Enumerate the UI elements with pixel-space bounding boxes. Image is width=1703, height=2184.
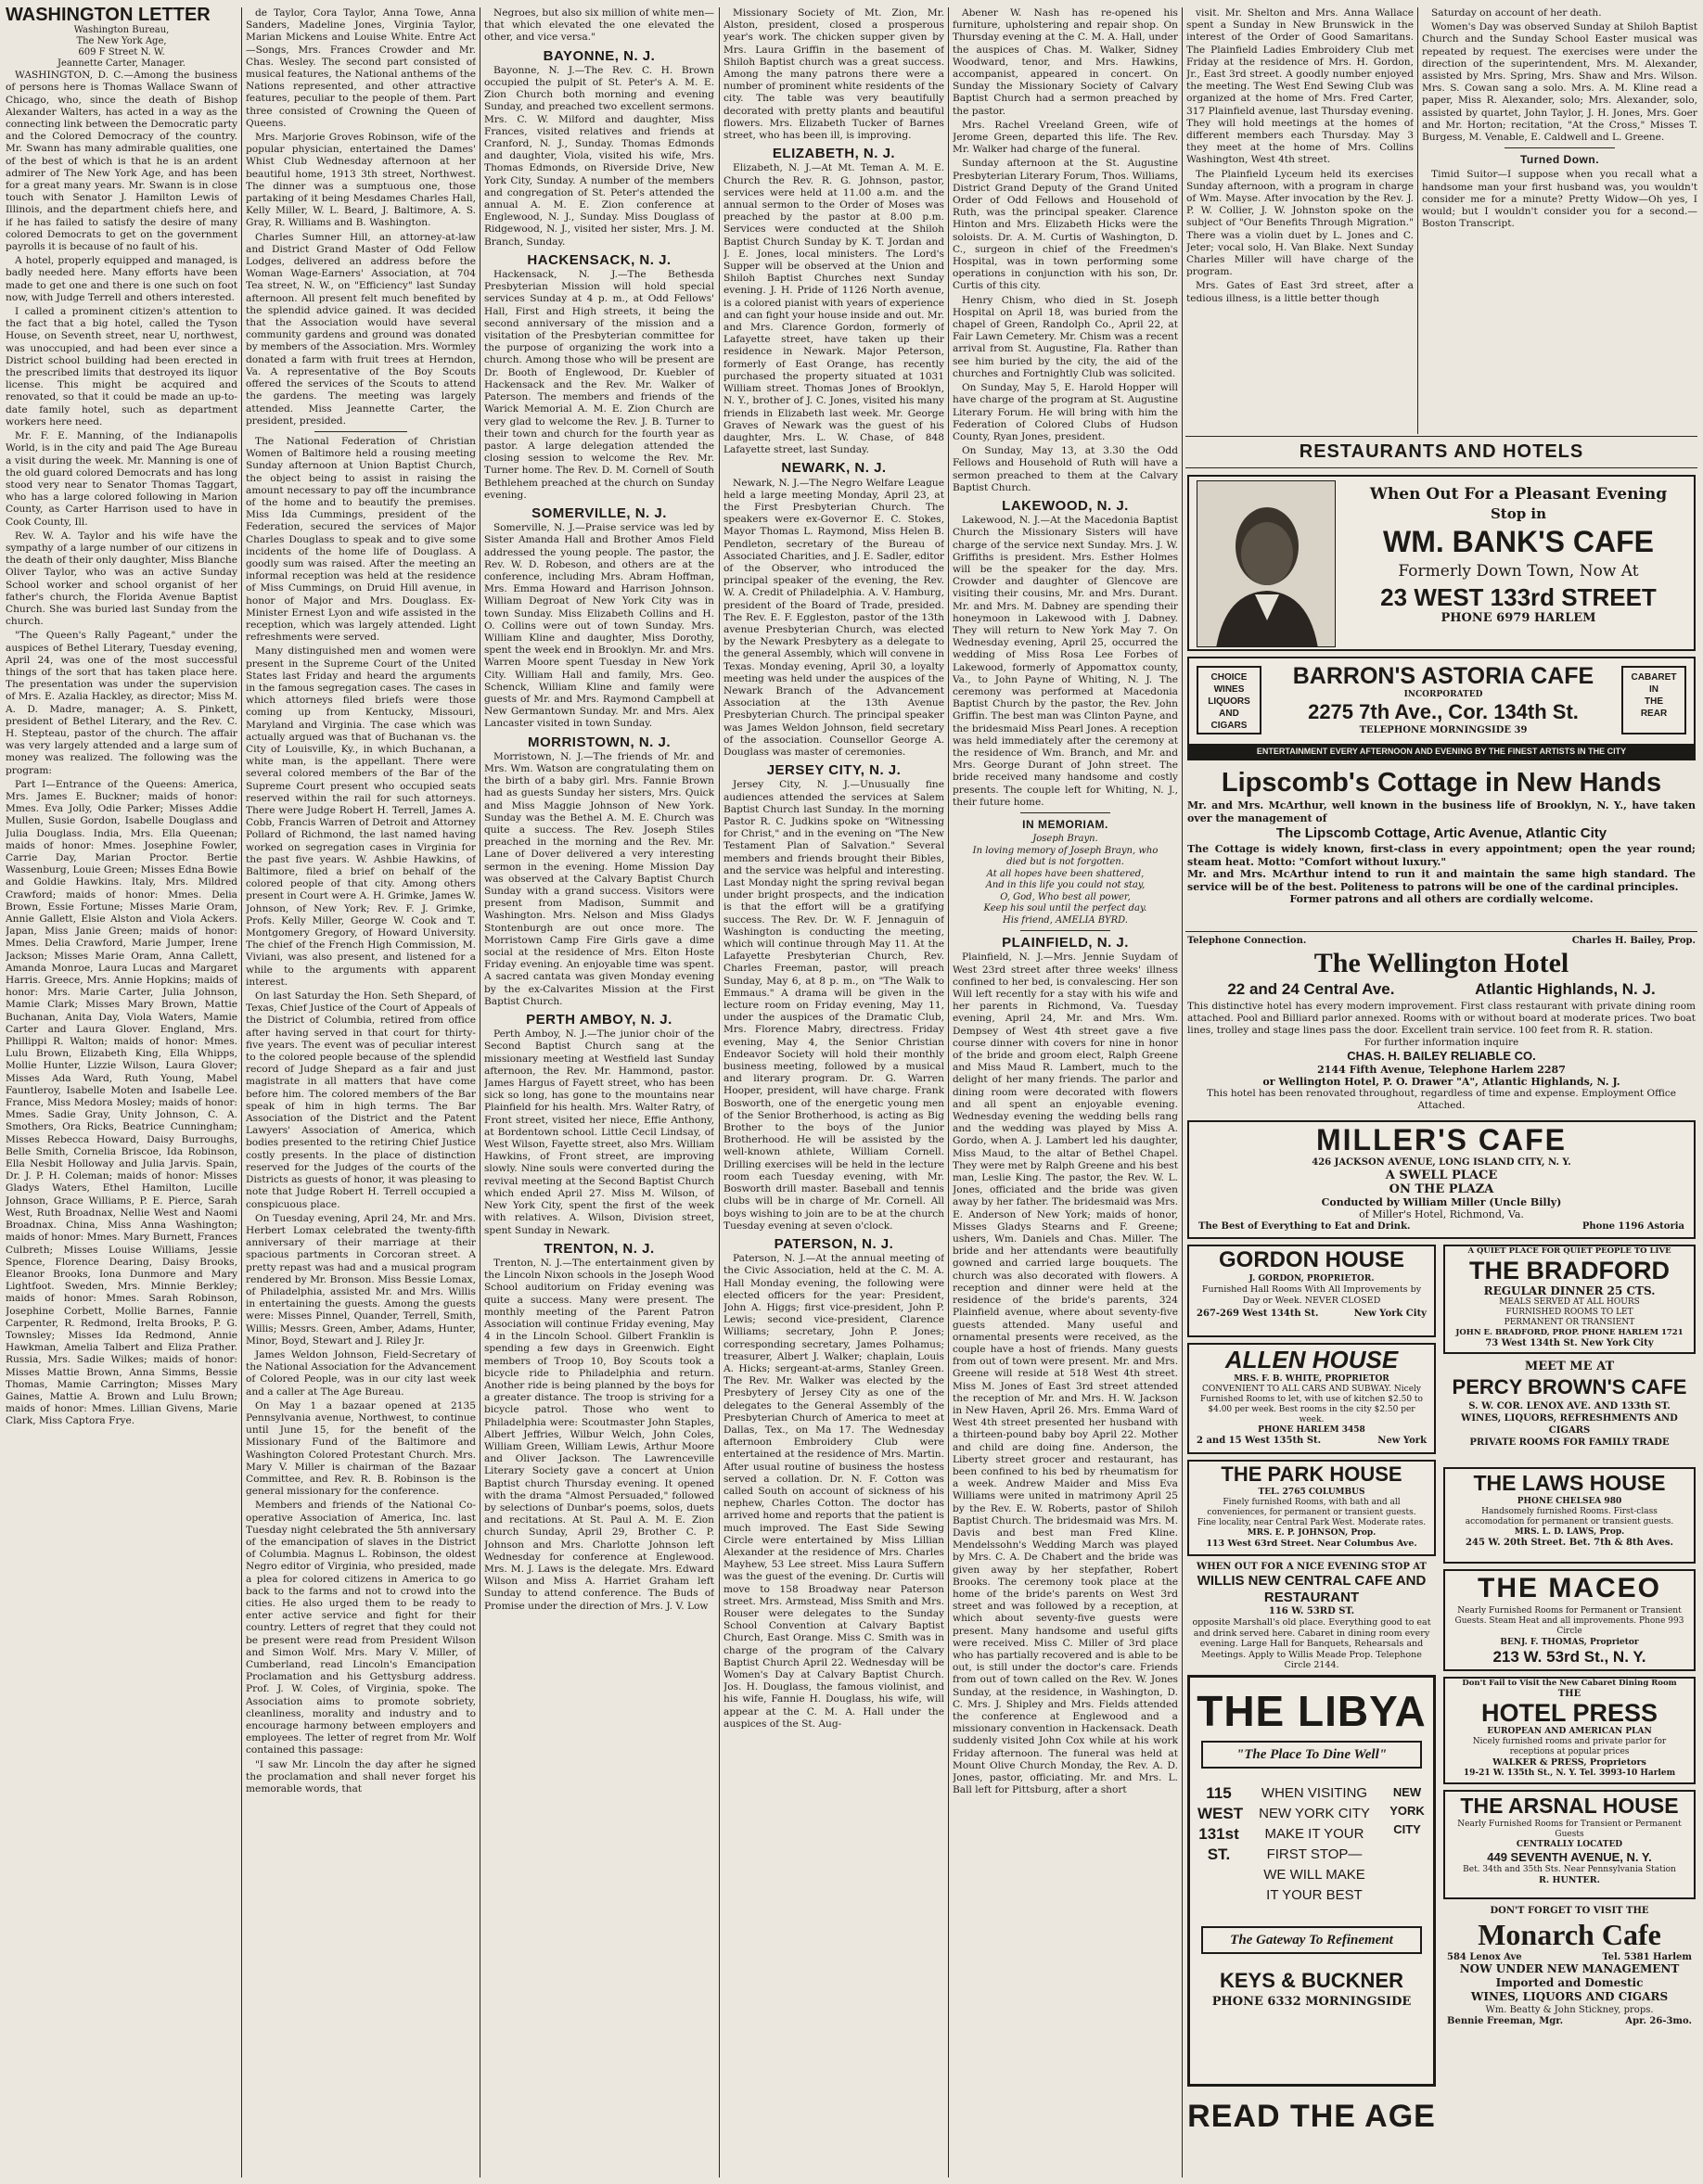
article-paragraph: I called a prominent citizen's attention to the fact that a big hotel, called the Tyson House, on Seventh street, near U, northwest, was unoccupied, and had been ever since a District school building had been erected in the prescribed limits that destroyed its liquor license. This might be acquired and renovated, so that it could be made an up-to-date family hotel, such as department workers here need. [6,306,237,428]
monarch-name: Monarch Cafe [1478,1918,1661,1951]
article-paragraph: Mrs. Marjorie Groves Robinson, wife of the popular physician, entertained the Dames' Whist Club Wednesday afternoon at her beautiful home, 1913 3th street, Northwest. The dinner was a sumptuous one, those partaking of it being Mesdames Charles Hall, Kelly Miller, W. L. Beard, J. Baltimore, A. S. Gray, R. Williams and B. Washington. [246,132,476,229]
article-paragraph: Trenton, N. J.—The entertainment given by the Lincoln Nixon schools in the Joseph Wood School auditorium on Friday evening was quite a success. Many were present. The monthly meeting of the Parent Patron Association will continue Friday evening, May 4 in the Lincoln School. Gilbert Franklin is spending a few days in Greenwich. Eight members of Troop 10, Boy Scouts took a bicycle ride to Philadelphia and return. Another ride is being planned by the boys for a greater distance. The troop is striving for a bicycle patrol. Those who went to Philadelphia were: Scoutmaster John Staples, Albert Jeffries, Wilbur Welch, John Coles, William Green, William Lewis, Arthur Moore and Oliver Jackson. The Lawrenceville Literary Society gave a concert at Union Baptist church Thursday evening. It opened with the drama "Almost Persuaded," followed by selections of Dunbar's poems, solos, duets and recitations. At St. Paul A. M. E. Zion church Sunday, April 29, Brother C. P. Johnson and Mrs. Charlotte Johnson left Wednesday for conference at Englewood. Mrs. M. J. Laws is the delegate. Mrs. Edward Wilson and Miss A. Harriet Graham left Sunday to attend conference. The Buds of Promise under the direction of Mrs. J. V. Low [484,1257,714,1612]
column-rule [241,7,242,2178]
column-rule [1182,7,1183,2178]
article-paragraph: Jersey City, N. J.—Unusually fine audiences attended the services at Salem Baptist Church last Sunday. In the morning Pastor R. C. Judkins spoke on "Witnessing for Christ," and in the evening on "The New Testament Plan of Salvation." Several members and friends brought their Bibles, and the service was helpful and interesting. Last Monday night the spring revival began under bright prospects, and the indication is that the effort will be a gratifying success. The Rev. Dr. W. F. Jennaguin of Washington is conducting the meeting, which will continue through May 11. At the Lafayette Presbyterian Church, Rev. Charles Freeman, pastor, will preach Sunday, May 6, at 8 p. m., on "The Walk to Emmaus." A drama will be given in the lecture room on Friday evening, May 11, under the auspices of the Dramatic Club, Mrs. Florence Mabry, directress. Friday evening, May 4, the Senior Christian Endeavor Society will hold their monthly business meeting, followed by a musical and literary program. Dr. G. Warren Hooper, president, will have charge. Frank Bosworth, one of the energetic young men of the Senior Brotherhood, is acting as Big Brother to the boys of the Junior Brotherhood. He will be assisted by the well-known athlete, William Cornell. Drilling exercises will be held in the lecture room each Tuesday evening, with Mr. Bosworth drill master. Baseball and tennis clubs will be in charge of Mr. Cornell. All boys wishing to join are to be at the church Tuesday evening at seven o'clock. [723,779,944,1232]
article-paragraph: Sunday afternoon at the St. Augustine Presbyterian Literary Forum, Thos. Williams, District Grand Deputy of the Grand United Order of Odd Fellows and Household of Ruth, was the principal speaker. Clarence Hinton and Mrs. Elizabeth Hicks were the soloists. Dr. A. M. Curtis of Washington, D. C., surgeon in chief of the Freedmen's Hospital, was in town performing some operations in conjunction with his son, Dr. Curtis of this city. [953,158,1178,292]
section-heading: BAYONNE, N. J. [543,47,656,64]
ad-hotel-press: Don't Fail to Visit the New Cabaret Dining Room THE HOTEL PRESS EUROPEAN AND AMERICAN PLAN Nicely furnished rooms and private parlor for receptions at popular prices WALKER & PRESS, Proprietors 19-21 W. 135th St., N. Y. Tel. 3993-10 Harlem [1443,1677,1696,1784]
barrons-right-box: CABARET IN THE REAR [1621,666,1686,734]
divider [1020,930,1110,931]
article-paragraph: Mr. F. E. Manning, of the Indianapolis World, is in the city and paid The Age Bureau a visit during the week. Mr. Manning is one of the old guard colored Democrats and has long stood very near to Senator Thomas Taggart, who has a large colored following in Marion County, as Carter Harrison used to have in Cook County, Ill. [6,430,237,528]
park-name: THE PARK HOUSE [1221,1462,1402,1486]
article-paragraph: On Tuesday evening, April 24, Mr. and Mrs. Herbert Lomax celebrated the twenty-fifth anniversary of their marriage at their spacious partments in Corcoran street. A pretty repast was had and a musical program rendered by Mr. Bronson. Miss Bessie Lomax, of Philadelphia, assisted Mr. and Mrs. Willis in entertaining the guests. Among the guests were: Misses Pinnel, Quander, Terrell, Smith, Willis; Messrs. Green, Amber, Adams, Hunter, Minor, Boyd, Stewart and J. Riley Jr. [246,1212,476,1347]
ad-wellington-hotel: Telephone Connection. Charles H. Bailey, Prop. The Wellington Hotel 22 and 24 Central Ave. Atlantic Highlands, N. J. This distinctive hotel has every modern improvement. First class restaurant with private dining room attached. Pool and Billiard parlor annexed. Rooms with or without board at moderate prices. Two boat lines, trolley and stage lines pass the door. Excellent train service. 100 feet from R. R. station. For further information inquire CHAS. H. BAILEY RELIABLE CO. 2144 Fifth Avenue, Telephone Harlem 2287 or Wellington Hotel, P. O. Drawer "A", Atlantic Highlands, N. J. This hotel has been renovated throughout, regardless of time and expense. Employment Office Attached. [1187,936,1696,1111]
article-paragraph: Abener W. Nash has re-opened his furniture, upholstering and repair shop. On Thursday evening at the C. M. A. Hall, under the auspices of Chas. M. Walker, Sidney Woodward, tenor, and Mrs. Hawkins, accompanist, appeared in concert. On Sunday the Missionary Society of Calvary Baptist Church had a sermon preached by the pastor. [953,7,1178,117]
divider [1185,931,1697,932]
section-heading: SOMERVILLE, N. J. [531,504,667,521]
section-heading: PATERSON, N. J. [774,1235,894,1252]
laws-name: THE LAWS HOUSE [1473,1471,1666,1495]
wellington-name: The Wellington Hotel [1313,948,1569,978]
article-paragraph: Bayonne, N. J.—The Rev. C. H. Brown occupied the pulpit of St. Peter's A. M. E. Zion Church both morning and evening Sunday, and preached two excellent sermons. Mrs. C. W. Milford and daughter, Miss Frances, visited relatives and friends at Cranford, N. J., Sunday. Thomas Edmonds and daughter, Viola, visited his wife, Mrs. Thomas Edmonds, on Riverside Drive, New York City, Sunday. A number of the members and congregation of St. Peter's attended the annual A. M. E. Zion conference at Englewood, N. J., Sunday. Miss Douglass of Ridgewood, N. J., visited her sister, Mrs. J. M. Branch, Sunday. [484,64,714,248]
byline: Washington Bureau, The New York Age, 609 F Street N. W. Jeannette Carter, Manager. [58,25,186,70]
article-paragraph: Hackensack, N. J.—The Bethesda Presbyterian Mission will hold special services Sunday at 4 p. m., at Odd Fellows' Hall, First and High streets, it being the second anniversary of the mission and a visitation of the Presbyterian committee for the purpose of organizing the work into a church. Among those who will be present are Dr. Booth of Englewood, Dr. Kuebler of Hackensack and the Rev. Mr. Walker of Paterson. The members and friends of the Warick Memorial A. M. E. Zion Church are very glad to welcome the Rev. J. B. Turner to their town and church for the fourth year as pastor. A large delegation attended the closing session to welcome the Rev. Mr. Turner home. The Rev. D. M. Cornell of South Bethlehem preached at the church on Sunday evening. [484,269,714,501]
ad-the-laws-house: THE LAWS HOUSE PHONE CHELSEA 980 Handsomely furnished Rooms. First-class accomodation for permanent or transient guests. MRS. L. D. LAWS, Prop. 245 W. 20th Street. Bet. 7th & 8th Aves. [1443,1467,1696,1564]
article-paragraph: A hotel, properly equipped and managed, is badly needed here. Many efforts have been made to get one and there is one such on foot now, with Judge Terrell and others interested. [6,255,237,303]
bradford-name: THE BRADFORD [1469,1257,1670,1284]
article-paragraph: Somerville, N. J.—Praise service was led by Sister Amanda Hall and Brother Amos Field addressed the young people. The pastor, the Rev. W. D. Robeson, and others are at the conference, including Mrs. Abram Hoffman, Mrs. Emma Howard and Harrison Johnson. William Degroat of New York City was in town Sunday. Miss Elizabeth Collins and H. O. Collins were out of town Sunday. Mrs. William Kline and daughter, Miss Dorothy, spent the week end in Brooklyn. Mr. and Mrs. Warren Moore spent Tuesday in New York City. William Hall and family, Mrs. Geo. Schenck, William Kline and family were guests of Mr. and Mrs. Raymond Campbell at New Germantown Sunday. Mr. and Mrs. Alex Lancaster visited in town Sunday. [484,522,714,730]
willis-name: WILLIS NEW CENTRAL CAFE AND RESTAURANT [1197,1573,1427,1605]
arsnal-name: THE ARSNAL HOUSE [1460,1794,1679,1818]
libya-name: THE LIBYA [1197,1687,1427,1735]
article-paragraph: Rev. W. A. Taylor and his wife have the sympathy of a large number of our citizens in the death of their only daughter, Miss Blanche Oliver Taylor, who was an active Sunday School worker and school organist of her father's church, the Florida Avenue Baptist Church. She was buried last Sunday from the church. [6,530,237,628]
section-heading: JERSEY CITY, N. J. [766,762,902,779]
washington-letter-masthead: WASHINGTON LETTER [6,7,211,25]
section-heading: Turned Down. [1519,153,1600,167]
section-heading: PLAINFIELD, N. J. [1002,935,1129,952]
divider [1505,147,1615,148]
article-paragraph: Mrs. Rachel Vreeland Green, wife of Jerome Green, departed this life. The Rev. Mr. Walker had charge of the funeral. [953,119,1178,156]
ad-allen-house: ALLEN HOUSE MRS. F. B. WHITE, PROPRIETOR CONVENIENT TO ALL CARS AND SUBWAY. Nicely Furnished Rooms to let, with use of kitchen $2.50 to $4.00 per week. Best rooms in the city $2.50 per week. PHONE HARLEM 3458 2 and 15 West 135th St. New York [1187,1343,1436,1454]
libya-address-box: 115 WEST 131st ST. [1197,1784,1244,1863]
column-3 [484,7,714,2178]
divider [1185,436,1697,437]
article-paragraph: On last Saturday the Hon. Seth Shepard, of Texas, Chief Justice of the Court of Appeals of the District of Columbia, retired from office after having served in that court for thirty-five years. The event was of peculiar interest to the colored people because of the splendid record of Judge Shepard as a fair and just magistrate in all matters that have come before him. The colored members of the Bar speak of him in high terms. The Bar Association of the District and the Patent Lawyers' Association of America, which bodies presented to the retiring Chief Justice costly presents. In the place of distinction reserved for the Judges of the courts of the Districts as guests of honor, it was pleasing to note that Judge Robert H. Terrell occupied a conspicuous place. [246,990,476,1210]
column-4 [723,7,944,2178]
article-paragraph: Henry Chism, who died in St. Joseph Hospital on April 18, was buried from the chapel of Green, Randolph Co., April 22, at Fair Lawn Cemetery. Mr. Chism was a recent arrival from St. Augustine, Fla. Rather than see him buried by the city, the aid of the churches and Fortnightly Club was solicited. [953,294,1178,379]
column-1 [6,7,237,2178]
read-the-age: READ THE AGE [1187,2099,1436,2134]
restaurants-hotels-heading: RESTAURANTS AND HOTELS [1299,441,1584,462]
section-heading: NEWARK, N. J. [781,460,887,477]
divider [1185,467,1697,468]
ad-percy-browns-cafe: MEET ME AT PERCY BROWN'S CAFE S. W. COR. LENOX AVE. AND 133th ST. WINES, LIQUORS, REFRESHMENTS AND CIGARS PRIVATE ROOMS FOR FAMILY TRADE [1443,1360,1696,1462]
libya-city-box: NEW YORK CITY [1389,1785,1425,1836]
article-paragraph: Missionary Society of Mt. Zion, Mr. Alston, president, closed a prosperous year's work. The chicken supper given by Mrs. Laura Griffin in the basement of Shiloh Baptist church was a great success. Among the many patrons there were a number of prominent white residents of the city. The table was very beautifully decorated with pretty plants and beautiful flowers. Mrs. Elizabeth Tucker of Barnes street, who has been ill, is improving. [723,7,944,142]
ad-lipscomb-cottage: Lipscomb's Cottage in New Hands Mr. and Mrs. McArthur, well known in the business life of Brooklyn, N. Y., have taken over the management of The Lipscomb Cottage, Artic Avenue, Atlantic City The Cottage is widely known, first-class in every appointment; open the year round; steam heat. Motto: "Comfort without luxury." Mr. and Mrs. McArthur intend to run it and maintain the same high standard. The service will be of the best. Politeness to patrons will be one of the cardinal principles. Former patrons and all others are cordially welcome. [1187,768,1696,905]
article-paragraph: "The Queen's Rally Pageant," under the auspices of Bethel Literary, Tuesday evening, April 24, was one of the most successful things of the sort that has taken place here. The presentation was under the supervision of Mrs. E. Azalia Hackley, as director; Miss M. A. D. Madre, manager; A. S. Pinkett, president of Bethel Literary, and the Rev. C. H. Stepteau, pastor of the church. The affair was very largely attended and a large sum of money was realized. The following was the program: [6,630,237,776]
article-paragraph: James Weldon Johnson, Field-Secretary of the National Association for the Advancement of Colored People, was in our city last week and a caller at The Age Bureau. [246,1348,476,1398]
percy-name: PERCY BROWN'S CAFE [1452,1375,1687,1399]
section-heading: ELIZABETH, N. J. [772,146,896,162]
maceo-name: THE MACEO [1478,1573,1661,1603]
article-paragraph: Charles Sumner Hill, an attorney-at-law and District Grand Master of Odd Fellow Lodges, delivered an address before the Woman Wage-Earners' Association, at 704 Tea street, N. W., on "Efficiency" last Sunday afternoon. All present felt much benefited by the splendid advice gained. It was decided that the Association would have several community gardens and ground was donated by members of the Association. Mrs. Wormley donated a farm with fruit trees at Herndon, Va. A representative of the Boy Scouts offered the services of the Scouts to attend the gardens. The meeting was largely attended. Miss Jeannette Carter, the president, presided. [246,231,476,427]
ad-the-bradford: A QUIET PLACE FOR QUIET PEOPLE TO LIVE THE BRADFORD REGULAR DINNER 25 CTS. MEALS SERVED AT ALL HOURS FURNISHED ROOMS TO LET PERMANENT OR TRANSIENT JOHN E. BRADFORD, PROP. PHONE HARLEM 1721 73 West 134th St. New York City [1443,1245,1696,1354]
column-5 [953,7,1178,2178]
article-paragraph: WASHINGTON, D. C.—Among the business of persons here is Thomas Wallace Swann of Chicago, who, since the death of Bishop Alexander Walters, has acted in a way as the connecting link between the Democratic party and the Colored Democracy of the country. Mr. Swann has many admirable qualities, one of the best of which is that he is an ardent admirer of The New York Age, and has been for a great many years. Mr. Swann is in close touch with Senator J. Hamilton Lewis of Illinois, and the department chiefs here, and if he has failed to satisfy the desire of many colored Democrats to get on the government payrolls it is because of no fault of his. [6,70,237,253]
ad-monarch-cafe: DON'T FORGET TO VISIT THE Monarch Cafe 584 Lenox Ave Tel. 5381 Harlem NOW UNDER NEW MANAGEMENT Imported and Domestic WINES, LIQUORS AND CIGARS Wm. Beatty & John Stickney, props. Bennie Freeman, Mgr. Apr. 26-3mo. [1443,1905,1696,2087]
column-rule [1417,7,1418,434]
article-paragraph: Plainfield, N. J.—Mrs. Jennie Suydam of West 23rd street after three weeks' illness confined to her bed, is convalescing. Her son Will left recently for a stay with his wife and her parents in Richmond, Va. Tuesday evening, April 24, Mr. and Mrs. Wm. Dempsey of West 4th street gave a five course dinner with covers for nine in honor of the bride and groom elect, Ralph Greene and Miss Maud R. Lambert, much to the delight of her many friends. The parlor and dining room were decorated with flowers and all spent an enjoyable evening. Wednesday evening the wedding bells rang and the wedding was played by Miss A. Gordo, when A. J. Lambert led his daughter, Miss Maud, to the altar of Bethel Chapel. They were met by Ralph Greene and his best man, Leslie King. The pastor, the Rev. W. L. Jones, officiated and the bride was given away by her father. The bridesmaid was Mrs. E. Anderson of New York; maids of honor, Misses Gladys Stearns and F. Greene; ushers, Wm. Daniels and Chas. Miller. The bride and her attendants were beautifully gowned and carried large bouquets. The church was also decorated with flowers. A reception and dinner were held at the residence of the bride's parents, 324 Plainfield avenue, where about seventy-five guests attended. Many useful and ornamental presents were received, as the couple have a host of friends. Many guests from out of town were present. Mr. and Mrs. Greene will reside at 518 West 4th street. Miss M. Jones of East 3rd street attended the reception of Mr. and Mrs. H. W. Jackson in New Haven, April 26. Mrs. Emma Ward of West 4th street presented her husband with a thirteen-pound baby boy April 22. Mother and child are doing fine. Anderson, the Liberty street grocer and restaurant, has been confined to his bed by rheumatism for a week. Andrew Maider and Miss Eva Williams were united in matrimony April 25 by the Rev. E. W. Roberts, pastor of Shiloh Baptist Church. The bridesmaid was Mrs. M. Davis and best man Fred Kline. Mendelssohn's Wedding March was played by Mrs. C. A. De Chabert and the bride was given away by her stepfather, Robert Brooks. The ceremony took place at the home of the bride's parents on West 3rd street and was followed by a reception, at which about seventy-five guests were present. Many handsome and useful gifts were received. Miss C. Miller of 3rd place who has partially recovered and is able to be out, is still under the doctor's care. Friends from out of town called on the Rev. W. Jones Sunday, at the residence, in Washington, D. C. Mrs. J. Shipley and Mrs. Fields attended the conference at Englewood and a missionary convention in Hackensack. Death suddenly visited John Cox while at his work Friday afternoon. The funeral was held at Mount Olive Church Monday, the Rev. A. D. Jones, pastor, officiating. Mr. and Mrs. L. Ball left for Pittsburg, after a short [953,952,1178,1796]
column-7 [1422,7,1697,420]
section-heading: IN MEMORIAM. [1022,818,1108,831]
article-paragraph: visit. Mr. Shelton and Mrs. Anna Wallace spent a Sunday in New Brunswick in the interest of the Order of Good Samaritans. The Plainfield Ladies Embroidery Club met Friday at the residence of Mrs. H. Gordon, Jr., East 3rd street. A goodly number enjoyed the meeting. The West End Sewing Club was organized at the home of Mrs. Fred Carter, 317 Plainfield avenue, last Thursday evening. They will hold meetings at the homes of different members each Thursday. May 3 they meet at the home of Mrs. Collins Washington, West 4th street. [1186,7,1414,166]
ad-barrons-astoria-cafe: CHOICE WINES LIQUORS AND CIGARS BARRON'S ASTORIA CAFE INCORPORATED 2275 7th Ave., Cor. 134th St. TELEPHONE MORNINGSIDE 39 CABARET IN THE REAR ENTERTAINMENT EVERY AFTERNOON AND EVENING BY THE FINEST ARTISTS IN THE CITY [1187,657,1696,760]
article-paragraph: Lakewood, N. J.—At the Macedonia Baptist Church the Missionary Sisters will have charge of the service next Sunday. Mrs. J. W. Griffiths is president. Mrs. Esther Holmes will be the speaker for the day. Mrs. Crowder and daughter of Glencove are visiting their cousins, Mr. and Mrs. Durant. Mr. and Mrs. M. Dabney are spending their honeymoon in Lakewood with J. Dabney. They will return to New York May 7. On Wednesday evening, April 25, occurred the wedding of Miss Rosa Lee Forbes of Lakewood, formerly of Appomattox county, Va., to John Payne of Whiting, N. J. The ceremony was performed at Macedonia Baptist Church by the pastor, the Rev. John Griffin. The best man was Clinton Payne, and the bridesmaid Miss Pearl Jones. A reception was held immediately after the ceremony at the residence of Wm. Branch, and Mr. and Mrs. George Durant of John street. The bride received many handsome and costly presents. The couple left for Whiting, N. J., their future home. [953,515,1178,808]
article-paragraph: Many distinguished men and women were present in the Supreme Court of the United States last Friday and heard the arguments in the famous segregation cases. The cases in which attorneys filed briefs were those coming up from Kentucky, Missouri, Maryland and Virginia. The case which was actually argued was that of Buchanan vs. the City of Louisville, Ky., in which Buchanan, a white man, is the appellant. There were several colored members of the Bar of the Supreme Court present who occupied seats reserved within the rail for such attorneys. There were Judge Robert H. Terrell, James A. Cobb, Francis Warren of Detroit and Attorney Pollard of Richmond, the last named having worked on segregation cases in Virginia for the past five years. W. Ashbie Hawkins, of Baltimore, filed a brief on behalf of the colored people of that city. Among others present in Court were A. H. Grimke, James W. Johnson, of New York; Rev. F. J. Grimke, Profs. Kelly Miller, George W. Cook and T. Montgomery Gregory, of Howard University. The chief of the French High Commission, M. Viviani, was also present, and listened for a while to the arguments with apparent interest. [246,645,476,988]
allen-name: ALLEN HOUSE [1224,1346,1399,1373]
divider [1020,812,1110,813]
column-2 [246,7,476,2178]
column-rule [719,7,720,2178]
article-paragraph: Morristown, N. J.—The friends of Mr. and Mrs. Wm. Watson are congratulating them on the birth of a baby girl. Mrs. Fannie Brown had as guests Sunday her sisters, Mrs. Quick and Miss Maggie Johnson of New York. Sunday was the Bethel A. M. E. Church was quite a success. The Rev. Joseph Stiles preached in the morning and the Rev. Mr. Lane of Dover delivered a very interesting sermon in the evening. Home Mission Day was observed at the Calvary Baptist Church Sunday with a grand success. Visitors were present from Madison, Summit and Washington. Mrs. Nelson and Miss Gladys Stontenburgh are out once more. The Morristown Camp Fire Girls gave a dime social at the residence of Mrs. Elton Hoste Friday evening. An enjoyable time was spent. A sacred cantata was given Monday evening by the ex-Calvarites Mission at the First Baptist Church. [484,750,714,1007]
ad-the-maceo: THE MACEO Nearly Furnished Rooms for Permanent or Transient Guests. Steam Heat and all improvements. Phone 993 Circle BENJ. F. THOMAS, Proprietor 213 W. 53rd St., N. Y. [1443,1569,1696,1671]
section-heading: LAKEWOOD, N. J. [1002,497,1129,514]
lipscomb-title: Lipscomb's Cottage in New Hands [1221,768,1662,798]
portrait-image [1197,480,1336,647]
ad-park-house: THE PARK HOUSE TEL. 2765 COLUMBUS Finely furnished Rooms, with bath and all conveniences, for permanent or transient guests. Fine locality, near Central Park West. Moderate rates. MRS. E. P. JOHNSON, Prop. 113 West 63rd Street. Near Columbus Ave. [1187,1460,1436,1556]
ad-millers-cafe: MILLER'S CAFE 426 JACKSON AVENUE, LONG ISLAND CITY, N. Y. A SWELL PLACE ON THE PLAZA Conducted by William Miller (Uncle Billy) of Miller's Hotel, Richmond, Va. The Best of Everything to Eat and Drink. Phone 1196 Astoria [1187,1120,1696,1239]
millers-name: MILLER'S CAFE [1315,1123,1568,1156]
ad-banks-cafe: When Out For a Pleasant Evening Stop in WM. BANK'S CAFE Formerly Down Town, Now At 23 WEST 133rd STREET PHONE 6979 HARLEM [1187,475,1696,651]
column-6 [1186,7,1414,420]
article-paragraph: Newark, N. J.—The Negro Welfare League held a large meeting Monday, April 23, at the First Presbyterian Church. The speakers were ex-Governor E. C. Stokes, Mayor Thomas L. Raymond, Miss Helen B. Pendleton, secretary of the Bureau of Associated Charities, and J. E. Sadler, editor of the Observer, who introduced the principal speaker of the evening, the Rev. W. A. Credit of Philadelphia. A. V. Hamburg, president of the Board of Trade, presided. The Rev. E. F. Eggleston, pastor of the 13th avenue Presbyterian Church, was elected by the Newark Presbytery as a delegate to the general Assembly, which will convene in Texas. Monday evening, April 30, a loyalty meeting was held under the auspices of the Newark Branch of the Advancement Association at the 13th Avenue Presbyterian Church. The principal speaker was James Weldon Johnson, field secretary of the association. Counsellor George A. Douglass was master of ceremonies. [723,477,944,758]
article-paragraph: Perth Amboy, N. J.—The junior choir of the Second Baptist Church sang at the missionary meeting at Westfield last Sunday afternoon, the Rev. Mr. Hammond, pastor. James Hargus of Fayett street, who has been sick so long, has gone to the mountains near Plainfield for his health. Mrs. Walter Ratry, of Front street, visited her niece, Effie Anthony, at Bordentown school. Little Cecil Lindsay, of West Wilson, Fayette street, also Mrs. William Hawkins, of Front street, are improving slowly. Nine souls were converted during the revival meeting at the Second Baptist Church which ended April 27. Miss M. Wilson, of New York City, spent the first of the week with relatives. A. Wilson, Division street, spent Sunday in Newark. [484,1028,714,1236]
barrons-name: BARRON'S ASTORIA CAFE [1292,663,1594,689]
section-heading: HACKENSACK, N. J. [527,251,672,268]
article-paragraph: Saturday on account of her death. [1431,7,1602,19]
article-paragraph: Paterson, N. J.—At the annual meeting of the Civic Association, held at the C. M. A. Hall Monday evening, the following were elected officers for the year: President, John A. Higgs; first vice-president, John P. Lewis; second vice-president, Clarence Williams; secretary, John P. Jones; corresponding secretary, James Polhamus; treasurer, Albert J. Walker; chaplain, Louis A. Hicks; sergeant-at-arms, Stanley Green. The Rev. Mr. Walker was elected by the Presbytery of Jersey City as one of the delegates to the General Assembly of the Presbyterian Church of America to meet at Dallas, Tex., on Ma 17. The Wednesday afternoon Embroidery Club were entertained at the residence of Mrs. Martin. After usual routine of business the hostess served a collation. Dr. N. F. Cotton was called South on account of sickness of his nephew, Charles Cotton. The doctor has arrived home and reports that the patient is much improved. The East Side Sewing Circle were entertained by Miss Lillian Alexander at the residence of Mrs. Charles Mayhew, 53 Lee street. Miss Laura Suffern was the guest of the evening. Dr. Curtis will move to 158 Broadway near Paterson street. Mrs. Armstead, Miss Smith and Mrs. Rouser were delegates to the Sunday School Convention at Calvary Baptist Church, East Orange. Miss C. Smith was in charge of the program of the Calvary Baptist Church April 22. Wednesday will be Women's Day at Calvary Baptist Church. Jos. H. Douglass, the famous violinist, and his wife, Fannie H. Douglass, his wife, will appear at the C. M. A. Hall under the auspices of the St. Aug- [723,1253,944,1730]
section-heading: TRENTON, N. J. [544,1240,655,1257]
section-heading: PERTH AMBOY, N. J. [526,1012,672,1028]
ad-willis-cafe: WHEN OUT FOR A NICE EVENING STOP AT WILLIS NEW CENTRAL CAFE AND RESTAURANT 116 W. 53RD ST. opposite Marshall's old place. Everything good to eat and drink served here. Cabaret in dining room every evening. Large Hall for Banquets, Rehearsals and Meetings. Apply to Willis Meade Prop. Telephone Circle 2144. [1187,1562,1436,1669]
man-portrait-icon [1197,481,1336,647]
column-rule [948,7,949,2178]
article-paragraph: Members and friends of the National Co-operative Association of America, Inc. last Tuesday night celebrated the 5th anniversary of the emancipation of slaves in the District of Columbia. Magnus L. Robinson, the oldest Negro editor of Virginia, who presided, made a plea for colored citizens in America to go back to the farms and not to crowd into the cities. He also urged them to be ready to enter active service and fight for their country. Letters of regret that they could not be present were read from President Wilson and Simon Wolf. Mrs. Mary V. Miller, of Cumberland, read Lincoln's Emancipation Proclamation and his Gettysburg address. Prof. J. W. Coles, of Virginia, spoke. The Association aims to promote sobriety, cleanliness, morality and industry and to encourage harmony between employers and employees. The letter of regret from Mr. Wolf contained this passage: [246,1500,476,1756]
article-paragraph: On Sunday, May 5, E. Harold Hopper will have charge of the program at St. Augustine Literary Forum. He will bring with him the Federation of Colored Clubs of Hudson County, Ryan Jones, president. [953,382,1178,442]
memorial-poem: Joseph Brayn. In loving memory of Joseph Brayn, who died but is not forgotten. At all hopes have been shattered, And in this life you could not stay, O, God, Who best all power, Keep his soul until the perfect day. His friend, AMELIA BYRD. [972,834,1159,926]
article-paragraph: The National Federation of Christian Women of Baltimore held a rousing meeting Sunday afternoon at Union Baptist Church, the object being to assist in raising the amount necessary to pay off the incumbrance of the home and to beautify the premises. Miss Ida Cummings, president of the Federation, secured the services of Major Charles Douglass to speak and to give some incidents of the home life of Douglass. A goodly sum was raised. After the meeting an informal reception was held at the residence of Miss Cummings, on Druid Hill avenue, in honor of Major and Mrs. Douglass. Ex-Minister Ernest Lyon and wife assisted in the reception, which was largely attended. Light refreshments were served. [246,435,476,644]
barrons-left-box: CHOICE WINES LIQUORS AND CIGARS [1197,666,1261,734]
article-paragraph: Part I—Entrance of the Queens: America, Mrs. James E. Buckner; maids of honor: Mmes. Eva Jolly, Odie Parker; Misses Addie Mullen, Susie Gordon, Isabelle Douglass and Julia Douglass. India, Mrs. Ella Queenan; maids of honor: Mmes. Josephine Fowler, Carrie Day, Marian Proctor. Bertie Wassenburg, Louie Green; Misses Edna Bowie and Goldie Hawkins. Italy, Mrs. Mildred Crawford; maids of honor: Mmes. Delia Brown, Essie Fortune; Misses Marie Oram, Annie Gallett, Elsie Alston and Viola Ackers. Japan, Miss Janie Green; maids of honor: Mmes. Delia Crawford, Marie Jumper, Irene Jackson; Misses Marie Oram, Anna Callett, Amanda Monroe, Laura Lucas and Margaret Harris. Greece, Mrs. Annie Hopkins; maids of honor: Mrs. Marie Carter, Julia Johnson, Mamie Clark; Misses Mary Brown, Mattie Buchanan, Anita Day, Viola Waters, Mamie Carter and Laura Glover. England, Mrs. Phillippi R. Walton; maids of honor: Mmes. Lulu Brown, Elizabeth King, Ella Whipps, Mollie Hunter, Lizzie Wilson, Laura Glover; Misses Ada Ward, Ruth Young, Mabel Fauntleroy, Isabelle Moten and Isabelle Lee. France, Miss Medora Mosley; maids of honor: Mmes. Sadie Gray, Unity Johnson, C. A. Smothers, Ora Ricks, Beatrice Cunningham; Misses Rebecca Howard, Daisy Burroughs, Belle Smith, Cornelia Briscoe, Ida Robinson, Ella Nesbit Holloway and Julia Jarvis. Spain, Dr. J. P. H. Coleman; maids of honor: Misses Gladys Waters, Ethel Hamilton, Lucille Johnson, Grace Williams, P. E. Pierce, Sarah West, Ruth Broadnax, Nellie West and Naomi Broadnax. China, Miss Anna Washington; maids of honor: Mmes. Mary Burnett, Frances Culbreth; Misses Louise Williams, Jessie Spence, Florence Dearing, Daisy Brooks, Eleanor Brooks, Iona Dunmore and Mary Lightfoot. Sweden, Mrs. Minnie Berkley; maids of honor: Mmes. Sarah Robinson, Josephine Corbett, Mollie Barnes, Fannie Carpenter, R. Redmond, Irelta Brooks, P. G. Townsley; Misses Ida Redmond, Annie Hawkman, Amelia Talbert and Eliza Prather. Russia, Mrs. Sadie Wilkes; maids of honor: Misses Mattie Brown, Anna Simms, Bessie Thomas, Mamie Carrington; Misses Mary Gaines, Mattie A. Brown and Lulu Brown; maids of honor: Mmes. Lillian Givens, Marie Clark, Miss Captora Frye. [6,778,237,1427]
article-paragraph: Timid Suitor—I suppose when you recall what a handsome man your first husband was, you wouldn't consider me for a minute? Pretty Widow—Oh yes, I would; but I wouldn't consider you for a second.—Boston Transcript. [1422,169,1697,230]
article-paragraph: Negroes, but also six million of white men—that which elevated the one elevated the other, and vice versa." [484,7,714,44]
article-paragraph: Elizabeth, N. J.—At Mt. Teman A. M. E. Church the Rev. R. G. Johnson, pastor, services were held at 11.00 a.m. and the annual sermon to the Order of Moses was preached by the pastor at 8.00 p.m. Services were conducted at the Shiloh Baptist Church Sunday by K. T. Jordan and J. E. Jones, local ministers. The Lord's Supper will be observed at the Union and Shiloh Baptist Churches next Sunday evening. J. H. Pride of 1126 North avenue, is a colored pianist with years of experience and can fight your house inside and out. Mr. and Mrs. Clarence Gordon, formerly of Lafayette street, have taken up their residence in Newark. Major Peterson, formerly of East Orange, has recently purchased the property situated at 1031 William street. Thomas Jones of Brooklyn, N. Y., brother of J. C. Jones, visited his many friends in Elizabeth last week. Mr. George Graves of Newark was the guest of his daughter, Mrs. L. W. Chase, of 848 Lafayette street, last Sunday. [723,162,944,456]
article-paragraph: Mrs. Gates of East 3rd street, after a tedious illness, is a little better though [1186,280,1414,304]
section-heading: MORRISTOWN, N. J. [527,734,672,750]
article-paragraph: On Sunday, May 13, at 3.30 the Odd Fellows and Household of Ruth will have a sermon preached to them at the Calvary Baptist Church. [953,445,1178,493]
article-paragraph: On May 1 a bazaar opened at 2135 Pennsylvania avenue, Northwest, to continue until June 15, for the benefit of the Missionary Fund of the Baltimore and Washington Colored Protestant Church. Mrs. Mary V. Miller is chairman of the Bazaar Committee, and Rev. R. B. Robinson is the general missionary for the conference. [246,1399,476,1498]
divider [314,431,406,432]
ad-the-libya: THE LIBYA "The Place To Dine Well" 115 WEST 131st ST. WHEN VISITING NEW YORK CITY MAKE IT YOUR FIRST STOP— WE WILL MAKE IT YOUR BEST NEW YORK CITY The Gateway To Refinement KEYS & BUCKNER PHONE 6332 MORNINGSIDE [1187,1675,1436,2087]
ad-gordon-house: GORDON HOUSE J. GORDON, PROPRIETOR. Furnished Hall Rooms With All Improvements by Day or Week. NEVER CLOSED 267-269 West 134th St. New York City [1187,1245,1436,1337]
article-paragraph: de Taylor, Cora Taylor, Anna Towe, Anna Sanders, Madeline Jones, Virginia Taylor, Marian Mickens and Louise White. Entre Act—Songs, Mrs. Frances Crowder and Mr. Chas. Wesley. The second part consisted of musical features, the National anthems of the Nations represented, and other attractive features, peculiar to the people of them. Part three consisted of Crowning the Queen of Queens. [246,7,476,129]
hotel-press-name: HOTEL PRESS [1480,1699,1658,1727]
article-paragraph: Women's Day was observed Sunday at Shiloh Baptist Church and the Sunday School Easter musical was repeated by request. The exercises were under the direction of the superintendent, Mrs. M. Alexander, assisted by Mrs. Spring, Mrs. Shaw and Mrs. Wilson. Mrs. S. Cowan sang a solo. Mrs. A. M. Kline read a paper, Miss R. Alexander, solo; Mrs. Alexander, solo, assisted by quartet, John Taylor, J. H. Jones, Mrs. Goer and Mr. Horton; recitation, "At the Cross," Misses T. Burgess, M. Venable, E. Caldwell and L. Greene. [1422,21,1697,144]
article-paragraph: "I saw Mr. Lincoln the day after he signed the proclamation and shall never forget his memorable words, that [246,1758,476,1795]
ad-the-arsnal-house: THE ARSNAL HOUSE Nearly Furnished Rooms for Transient or Permanent Guests CENTRALLY LOCATED 449 SEVENTH AVENUE, N. Y. Bet. 34th and 35th Sts. Near Pennsylvania Station R. HUNTER. [1443,1790,1696,1899]
article-paragraph: The Plainfield Lyceum held its exercises Sunday afternoon, with a program in charge of Wm. Mayse. After invocation by the Rev. J. P. W. Collier, J. W. Johnston spoke on the subject of "Our Benefits Through Migration." There was a violin duet by L. Jones and C. Jeter; vocal solo, H. Van Blake. Next Sunday Charles Miller will have charge of the program. [1186,168,1414,278]
gordon-name: GORDON HOUSE [1218,1247,1404,1272]
libya-message: WHEN VISITING NEW YORK CITY MAKE IT YOUR FIRST STOP— WE WILL MAKE IT YOUR BEST [1259,1785,1370,1903]
banks-cafe-name: WM. BANK'S CAFE [1382,525,1655,558]
